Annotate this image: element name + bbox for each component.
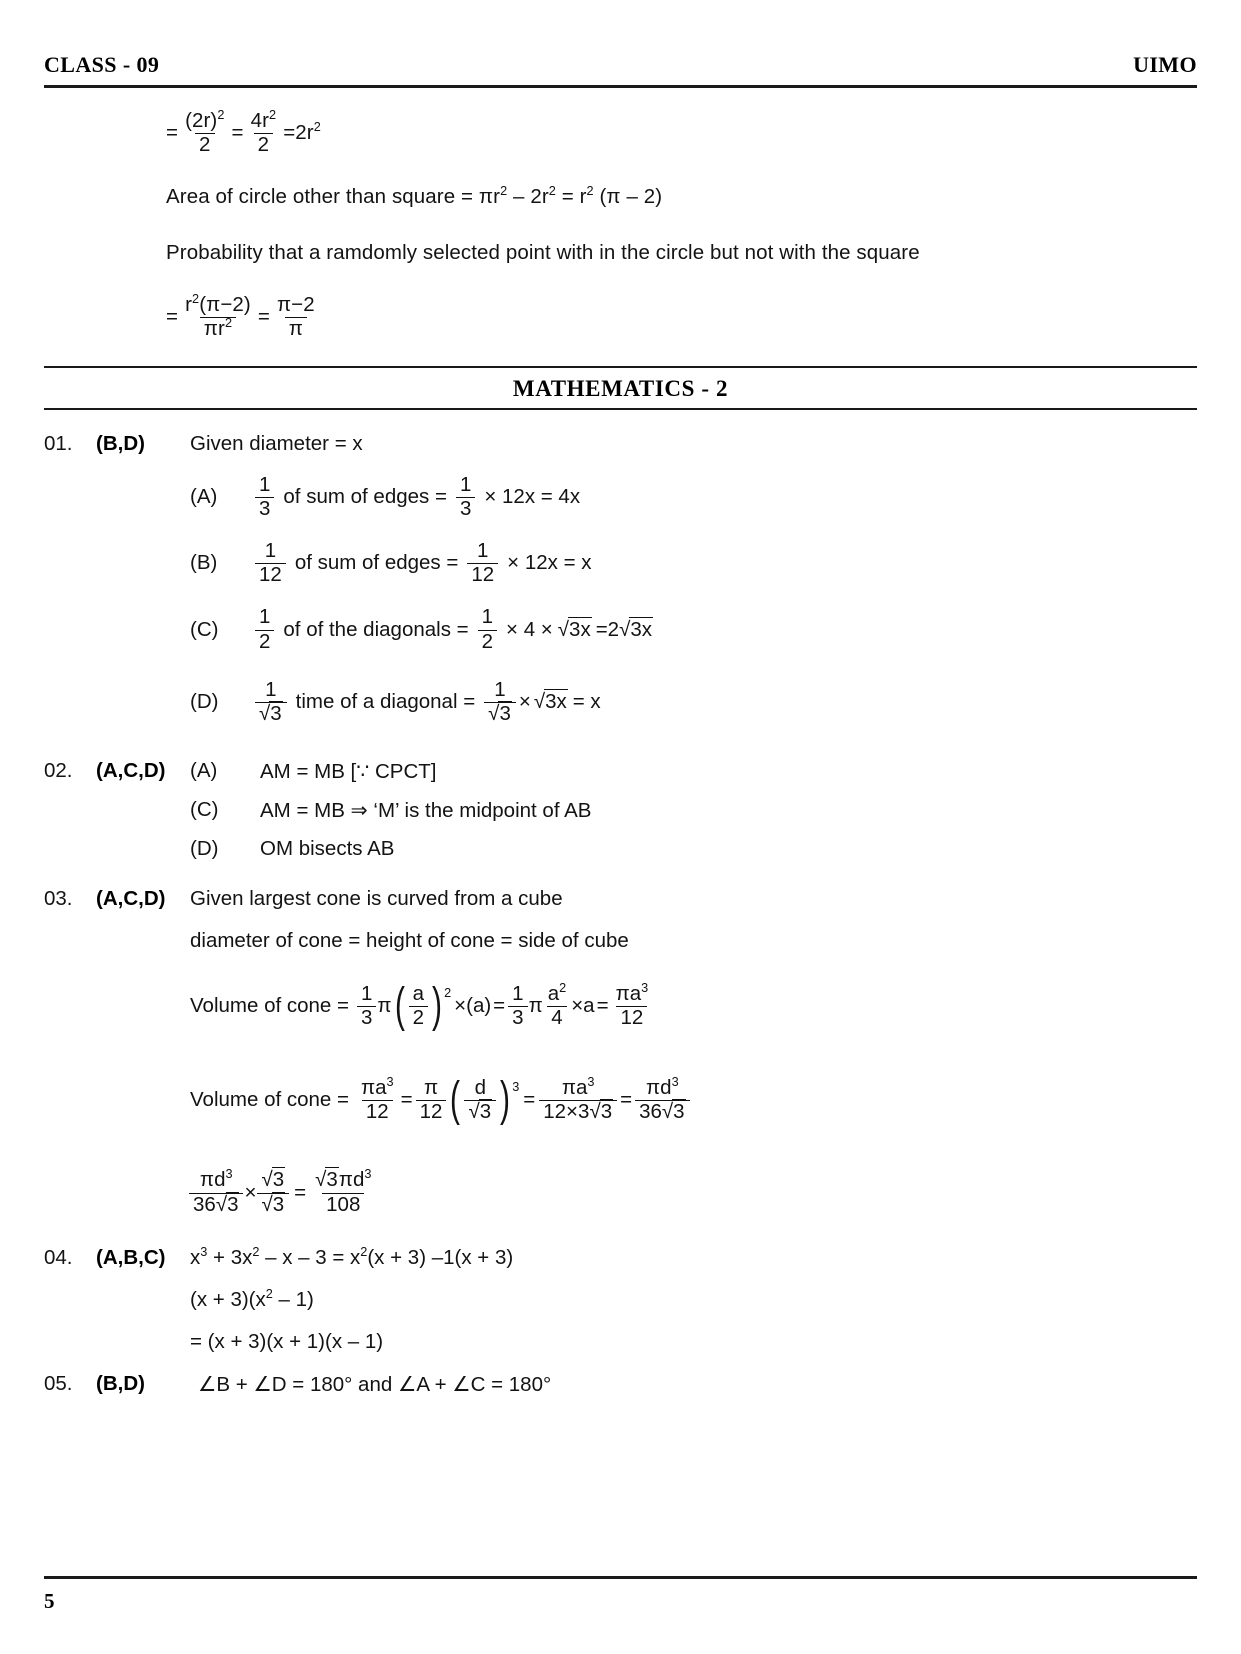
fraction-sqrt3-pi-d3-over-108 [311, 1166, 375, 1216]
option-content: AM = MB ⇒ ‘M’ is the midpoint of AB [260, 798, 592, 822]
page-footer [44, 1576, 1197, 1614]
numerator: 1 [264, 539, 277, 563]
denominator [255, 702, 287, 725]
denominator: 108 [322, 1193, 364, 1216]
answer-key: (A,B,C) [96, 1245, 166, 1269]
numerator: d [474, 1076, 486, 1100]
fraction-d-over-sqrt3 [464, 1077, 496, 1123]
fraction-a-over-2 [409, 983, 428, 1029]
denominator: 3 [357, 1006, 376, 1029]
question-stem: Given largest cone is curved from a cube [190, 886, 563, 910]
fraction-one-over-sqrt3-2 [484, 679, 516, 725]
denominator: $\pi r^2$ [200, 317, 236, 340]
sqrt-3-den: √3 [261, 1192, 285, 1216]
fraction-one-third [255, 474, 274, 520]
denominator: 12 [416, 1100, 447, 1123]
equals-sign-2: = [596, 994, 609, 1018]
fraction-r2-pi-minus-2-over-pi-r2 [181, 290, 255, 340]
numerator: 1 [265, 677, 277, 701]
denominator: 3 [255, 497, 274, 520]
factorisation-line-3: = (x + 3)(x + 1)(x – 1) [190, 1329, 384, 1353]
times-a-2: ×a [571, 994, 595, 1018]
option-label: (D) [190, 836, 219, 860]
numerator: π [423, 1076, 439, 1100]
option-text-end: × 12x = 4x [484, 485, 581, 509]
option-content [252, 606, 653, 652]
option-content [252, 474, 580, 520]
exponent: 3 [512, 1078, 520, 1094]
fraction-4r-squared-over-2 [247, 107, 281, 157]
numerator: $\pi d^3$ [646, 1074, 679, 1100]
equation-area-square [166, 107, 1197, 157]
fraction-one-third-2 [508, 983, 527, 1029]
fraction-pi-a3-over-12 [357, 1074, 398, 1124]
result-2r-squared: $2r^2$ [295, 119, 321, 145]
top-solution-block [44, 88, 1197, 340]
fraction-one-twelfth-2 [467, 540, 498, 586]
option-text-mid: of sum of edges = [294, 551, 459, 575]
option-label: (C) [190, 617, 219, 641]
right-paren: ) [500, 1072, 511, 1127]
denominator [257, 1193, 289, 1216]
equals-sign: = [294, 1180, 307, 1204]
denominator: 3 [508, 1006, 527, 1029]
denominator: 2 [195, 133, 215, 156]
numerator: $(2r)^2$ [185, 107, 225, 132]
sqrt-3x: √3x [533, 689, 567, 713]
line-probability-statement: Probability that a ramdomly selected point with in the circle but not with the square [166, 240, 920, 264]
equals-sign: = [166, 304, 179, 328]
option-a [190, 759, 1197, 784]
denominator [484, 702, 516, 725]
answer-key: (A,C,D) [96, 886, 166, 910]
question-list [44, 410, 1197, 1397]
class-label: CLASS - 09 [44, 52, 160, 77]
denominator [464, 1100, 496, 1123]
question-body: ∠B + ∠D = 180° and ∠A + ∠C = 180° [198, 1372, 552, 1396]
equals-sign-2: = [523, 1088, 536, 1112]
sqrt-3-2: √3 [488, 701, 511, 725]
equals-sign-2: = [257, 304, 270, 328]
denominator: 12 [255, 563, 286, 586]
fraction-sqrt3-over-sqrt3 [257, 1169, 289, 1215]
option-text-mid: time of a diagonal = [295, 689, 476, 713]
question-item-05 [44, 1372, 1197, 1397]
sqrt-3: √3 [259, 701, 282, 725]
fraction-pi-d3-over-36sqrt3 [635, 1074, 689, 1124]
sqrt-3: √3 [661, 1100, 685, 1124]
numerator: $r^2(\pi-2)$ [185, 290, 251, 316]
sqrt-3: √3 [468, 1100, 492, 1124]
equation-label: Volume of cone = [190, 1088, 349, 1112]
numerator: 1 [512, 981, 524, 1005]
fraction-2r-squared-over-2 [181, 107, 228, 157]
left-paren: ( [394, 977, 405, 1032]
equals-sign-2: = [231, 121, 244, 145]
equation-rationalised-volume [188, 1166, 1197, 1216]
answer-key: (B,D) [96, 431, 145, 455]
numerator: $\pi d^3$ [199, 1166, 233, 1192]
option-times-sign: × [518, 689, 531, 713]
fraction-one-over-sqrt3 [255, 679, 287, 725]
option-label: (D) [190, 689, 219, 713]
question-item-01 [44, 432, 1197, 725]
option-d [190, 679, 1197, 725]
denominator: 12×3√3 [539, 1100, 617, 1123]
denominator: 12 [467, 563, 498, 586]
denominator: 2 [254, 133, 274, 156]
fraction-one-twelfth [255, 540, 286, 586]
option-c [190, 606, 1197, 652]
option-c [190, 798, 1197, 823]
option-label: (B) [190, 551, 218, 575]
denominator: 4 [547, 1006, 566, 1029]
equation-volume-of-cone-2 [190, 1072, 1197, 1127]
option-text-mid: of of the diagonals = [283, 617, 469, 641]
running-head [44, 0, 1197, 78]
denominator: 12 [616, 1006, 647, 1029]
question-item-04 [44, 1243, 1197, 1354]
option-text-end: =2 [595, 617, 620, 641]
option-label: (A) [190, 759, 218, 783]
fraction-pi-d3-over-36sqrt3 [189, 1166, 243, 1216]
fraction-a2-over-4 [544, 980, 570, 1030]
numerator: $\pi a^3$ [361, 1074, 394, 1100]
fraction-pi-a3-over-12 [612, 980, 653, 1030]
numerator: $\pi a^3$ [615, 980, 649, 1005]
question-body [190, 759, 1197, 861]
fraction-one-half-2 [478, 606, 497, 652]
equals-sign: = [400, 1088, 413, 1112]
exam-label: UIMO [1133, 52, 1197, 77]
fraction-pi-a3-over-12-3sqrt3 [539, 1074, 617, 1124]
left-paren: ( [450, 1072, 461, 1127]
equals-sign: = [493, 994, 506, 1018]
equals-sign: = [166, 121, 179, 145]
option-label: (A) [190, 485, 218, 509]
option-text-mid: of sum of edges = [283, 485, 447, 509]
numerator: 1 [259, 605, 271, 629]
sqrt-3x-2: √3x [619, 617, 652, 641]
equation-probability-result [166, 290, 1197, 340]
numerator: 1 [494, 677, 506, 701]
question-body [190, 1243, 1197, 1354]
numerator: 1 [459, 472, 472, 496]
option-content [252, 679, 601, 725]
question-number: 01. [44, 431, 73, 455]
times-sign: × [244, 1180, 257, 1204]
times-a: ×(a) [454, 994, 492, 1018]
numerator: $√3\pi d^3$ [315, 1166, 372, 1192]
denominator: 12 [362, 1100, 393, 1123]
page-number: 5 [44, 1589, 55, 1613]
option-content: OM bisects AB [260, 836, 395, 860]
numerator: 1 [361, 981, 373, 1005]
numerator: 1 [481, 605, 494, 629]
exponent: 2 [444, 984, 452, 1000]
sqrt-3: √3 [315, 1168, 338, 1192]
numerator: 1 [259, 472, 271, 496]
section-title: MATHEMATICS - 2 [512, 375, 729, 401]
denominator: 36√3 [189, 1193, 243, 1216]
option-text-mid-2: × 4 × [506, 617, 553, 641]
answer-key: (A,C,D) [96, 758, 166, 782]
sqrt-3: √3 [215, 1192, 239, 1216]
question-body [190, 432, 1197, 725]
question-number: 04. [44, 1245, 73, 1269]
sqrt-3-num: √3 [261, 1168, 285, 1192]
pi-symbol-2: π [528, 994, 543, 1018]
question-item-03 [44, 887, 1197, 1216]
option-a [190, 474, 1197, 520]
sqrt-3x: √3x [557, 617, 591, 641]
option-label: (C) [190, 798, 219, 822]
denominator: 2 [255, 630, 274, 653]
question-line-2: diameter of cone = height of cone = side of cube [190, 928, 629, 952]
option-text-end: × 12x = x [507, 551, 592, 575]
footer-divider [44, 1576, 1197, 1579]
question-stem: Given diameter = x [190, 431, 363, 455]
option-content: AM = MB [∵ CPCT] [260, 759, 437, 783]
denominator: π [285, 317, 307, 340]
denominator: 2 [409, 1006, 428, 1029]
fraction-pi-over-12 [416, 1077, 447, 1123]
equation-label: Volume of cone = [190, 994, 349, 1018]
equation-volume-of-cone-1 [190, 977, 1197, 1032]
factorisation-line-1: $x^3 + 3x^2 - x - 3 = x^2(x + 3) -1(x + 3)$ [190, 1243, 514, 1269]
option-content [252, 540, 592, 586]
numerator: a [412, 981, 425, 1005]
question-body [190, 887, 1197, 1216]
equals-sign-3: = [283, 121, 296, 145]
line-area-of-circle: Area of circle other than square = $\pi r^2 - 2r^2 = r^2$ (π – 2) [166, 183, 663, 209]
fraction-pi-minus-2-over-pi [273, 294, 319, 340]
option-b [190, 540, 1197, 586]
numerator: $a^2$ [547, 980, 567, 1005]
fraction-one-half [255, 606, 274, 652]
factorisation-line-2: $(x + 3)(x^2 - 1)$ [190, 1285, 314, 1311]
option-d [190, 837, 1197, 861]
option-text-end: = x [572, 689, 601, 713]
question-number: 05. [44, 1371, 73, 1395]
section-header [44, 366, 1197, 410]
numerator: 1 [477, 539, 489, 563]
right-paren: ) [432, 977, 443, 1032]
numerator: $\pi a^3$ [561, 1074, 595, 1100]
question-number: 02. [44, 758, 73, 782]
denominator: 36√3 [635, 1100, 689, 1123]
numerator: π−2 [276, 292, 315, 316]
sqrt-3: √3 [589, 1100, 613, 1124]
answer-key: (B,D) [96, 1371, 145, 1395]
fraction-one-third [357, 983, 376, 1029]
denominator: 2 [478, 630, 497, 653]
question-number: 03. [44, 886, 73, 910]
numerator [257, 1169, 289, 1191]
equals-sign-3: = [620, 1088, 633, 1112]
denominator: 3 [456, 497, 475, 520]
pi-symbol: π [377, 994, 392, 1018]
numerator: $4r^2$ [250, 107, 277, 132]
fraction-one-third-2 [456, 474, 475, 520]
question-item-02 [44, 759, 1197, 861]
